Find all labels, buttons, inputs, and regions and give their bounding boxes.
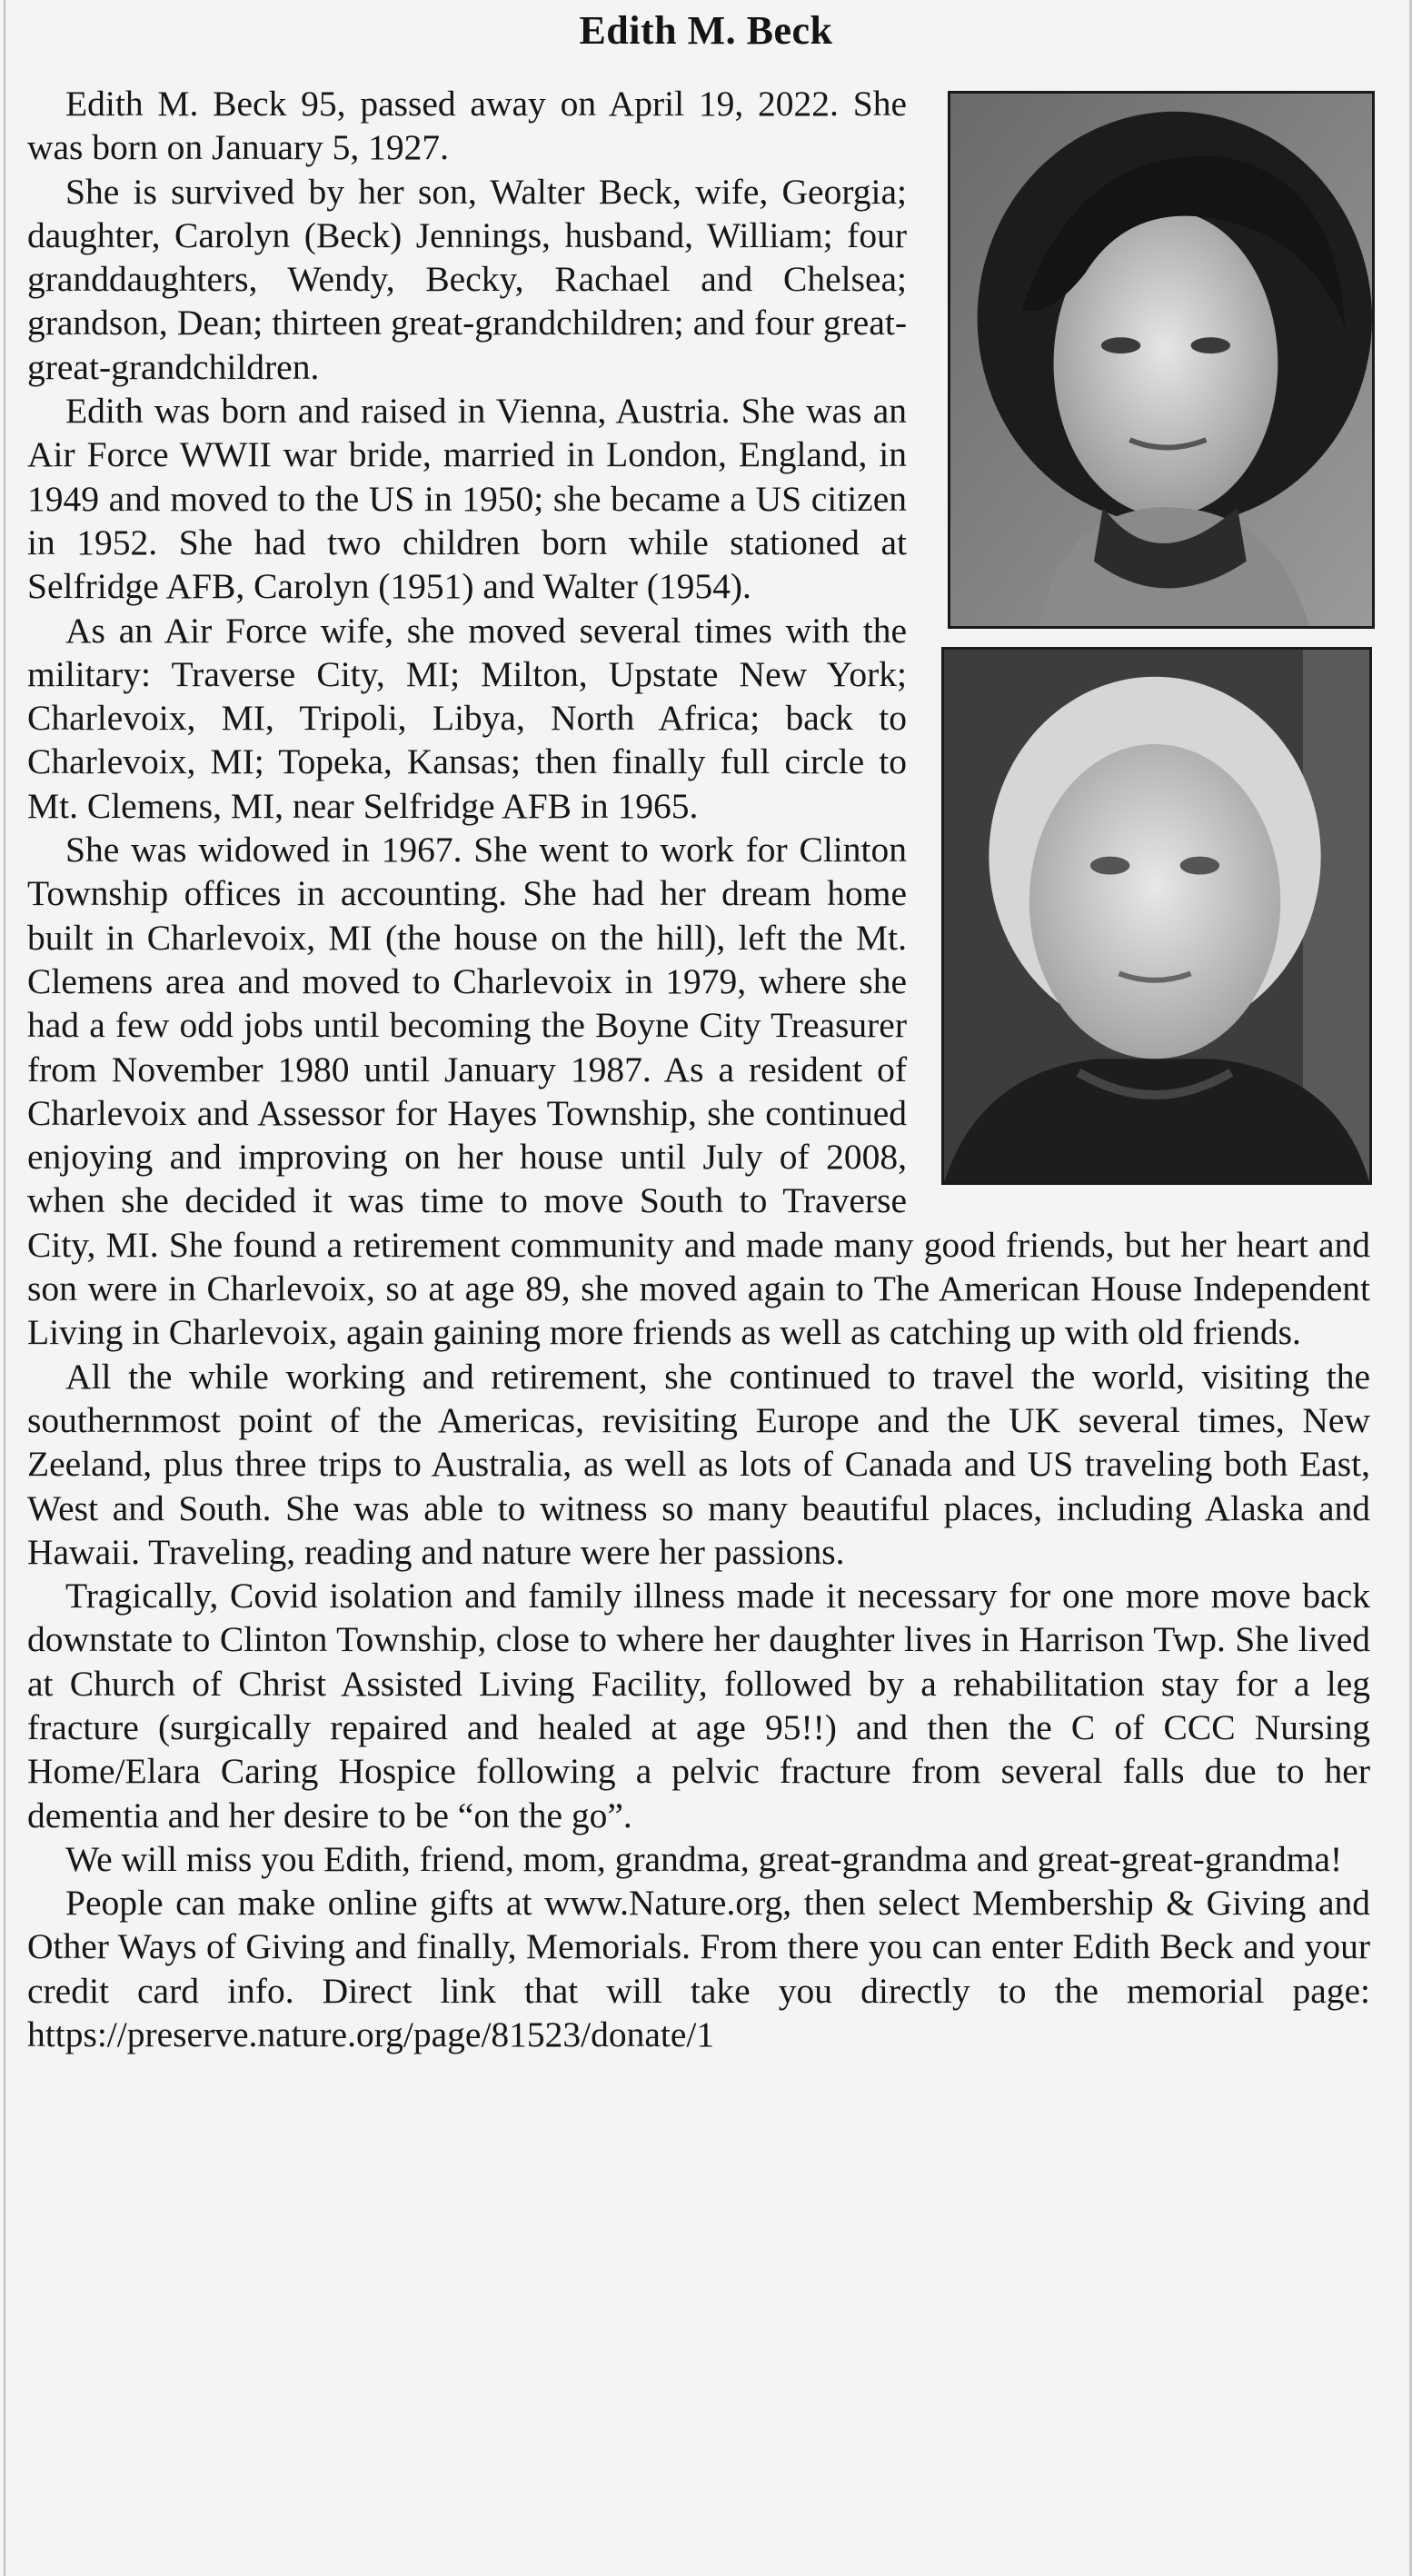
paragraph-final-years: Tragically, Covid isolation and family illness made it necessary for one more move back downstate to Clinton Township, close to where her daughter lives in Harrison Twp. She lived at Church of Christ Assisted Living Facility, followed by a rehabilitation stay for a leg fracture (surgically repaired and healed at age 95!!) and then the C of CCC Nursing Home/Elara Caring Hospice following a pelvic fracture from several falls due to her dementia and her desire to be “on the go”. xyxy=(27,1576,1370,1835)
paragraph-memorial-gifts: People can make online gifts at www.Nature.org, then select Membership & Giving and Other Ways of Giving and finally, Memorials. From there you can enter Edith Beck and your credit card info. Direct link that will take you directly to the memorial page: https://preserve.nature.org/page/81523/donate/1 xyxy=(27,1883,1370,2055)
paragraph-military-moves: As an Air Force wife, she moved several times with the military: Traverse City, MI; Milton, Upstate New York; Charlevoix, MI, Tripoli, Libya, North Africa; back to Charlevoix, MI; Topeka, Kansas; then finally full circle to Mt. Clemens, MI, near Selfridge AFB in 1965. xyxy=(27,610,907,826)
obituary-title: Edith M. Beck xyxy=(579,8,833,53)
column-rule xyxy=(4,0,5,2576)
paragraph-career: She was widowed in 1967. She went to work for Clinton Township offices in accounting. She had her dream home built in Charlevoix, MI (the house on the hill), left the Mt. Clemens area and moved to Charlevoix in 1979, where she had a few odd jobs until becoming the Boyne City Treasurer from November 1980 until January 1987. As a resident of Charlevoix and Assessor for Hayes Township, she continued enjoying and improving on her house until July of 2008, when she decided it was time to move South to Traverse City, MI. She found a retirement community and made many good friends, but her heart and son were in Charlevoix, so at age 89, she moved again to The American House Independent Living in Charlevoix, again gaining more friends as well as catching up with old friends. xyxy=(27,830,1370,1353)
photo-column-spacer xyxy=(916,82,1370,1189)
paragraph-farewell: We will miss you Edith, friend, mom, grandma, great-grandma and great-great-grandma! xyxy=(65,1838,1343,1879)
obituary-body xyxy=(27,82,1370,2056)
paragraph-early-life: Edith was born and raised in Vienna, Austria. She was an Air Force WWII war bride, married in London, England, in 1949 and moved to the US in 1950; she became a US citizen in 1952. She had two children born while stationed at Selfridge AFB, Carolyn (1951) and Walter (1954). xyxy=(27,391,907,607)
paragraph-travel: All the while working and retirement, she continued to travel the world, visiting the southernmost point of the Americas, revisiting Europe and the UK several times, New Zeeland, plus three trips to Australia, as well as lots of Canada and US traveling both East, West and South. She was able to witness so many beautiful places, including Alaska and Hawaii. Traveling, reading and nature were her passions. xyxy=(27,1356,1370,1572)
paragraph-death-notice: Edith M. Beck 95, passed away on April 19, 2022. She was born on January 5, 1927. xyxy=(27,84,907,168)
paragraph-survivors: She is survived by her son, Walter Beck, wife, Georgia; daughter, Carolyn (Beck) Jennings, husband, William; four granddaughters, Wendy, Becky, Rachael and Chelsea; grandson, Dean; thirteen great-grandchildren; and four great-great-grandchildren. xyxy=(27,171,907,387)
